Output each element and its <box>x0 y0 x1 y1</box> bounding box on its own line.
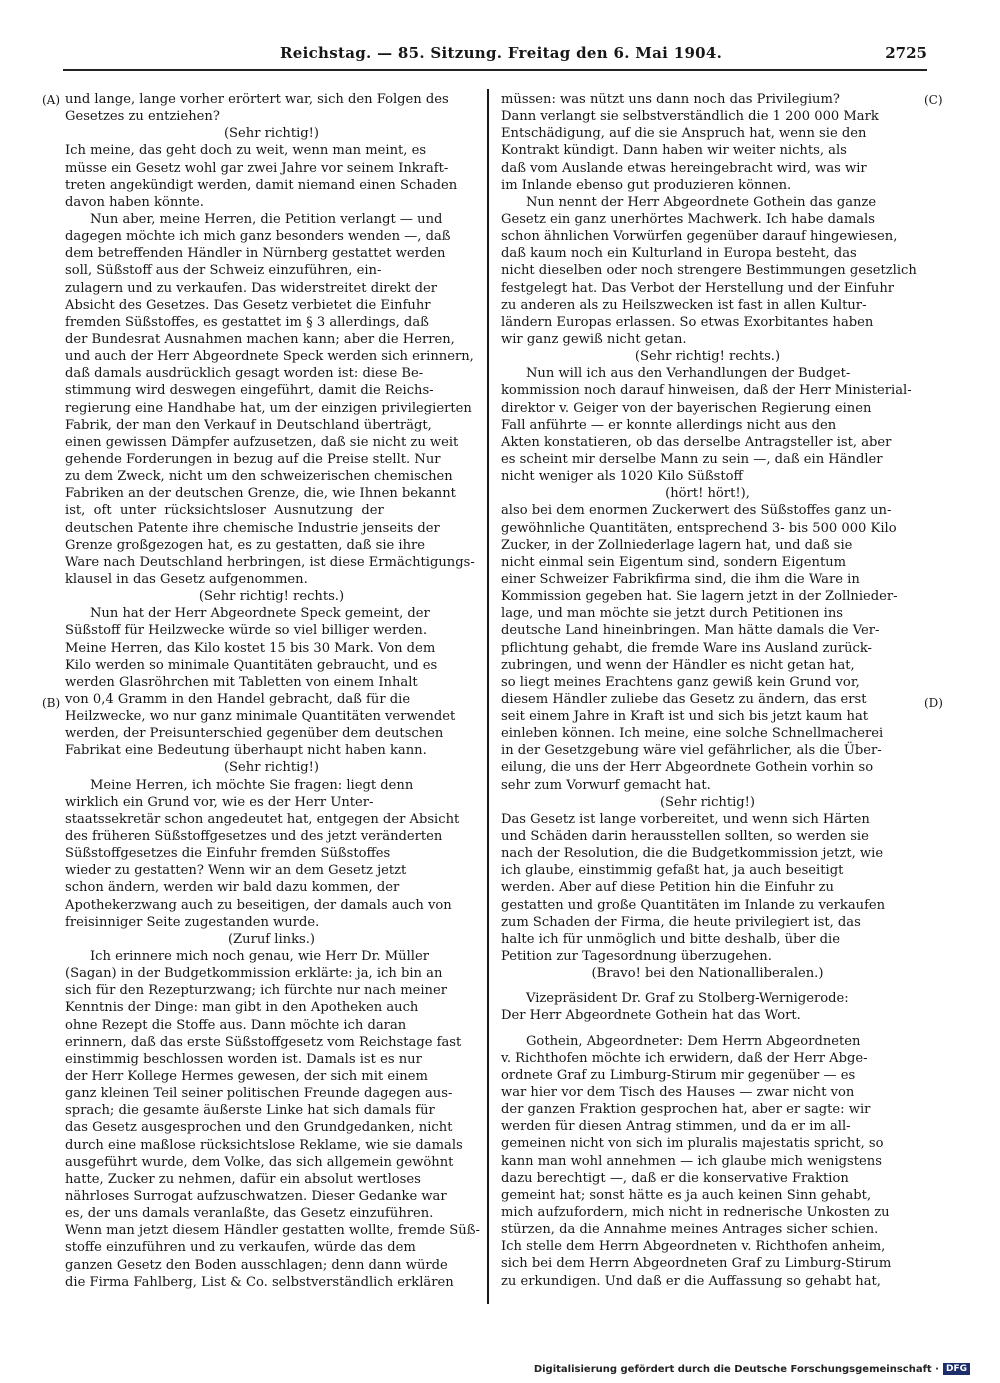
text-line: einen gewissen Dämpfer aufzusetzen, daß sie nicht zu weit <box>65 434 459 450</box>
page-header <box>0 44 1000 64</box>
text-line: Fabrik, der man den Verkauf in Deutschland überträgt, <box>65 417 432 433</box>
text-line: Dann verlangt sie selbstverständlich die 1 200 000 Mark <box>501 109 879 125</box>
text-line: ohne Rezept die Stoffe aus. Dann möchte ich daran <box>65 1017 407 1033</box>
text-line: deutschen Patente ihre chemische Industrie jenseits der <box>65 520 440 536</box>
right-text-column <box>501 91 917 1290</box>
text-line: Fabrikat eine Bedeutung überhaupt nicht haben kann. <box>65 743 427 759</box>
text-line: deutsche Land hineinbringen. Man hätte damals die Ver- <box>501 623 880 639</box>
paragraph-gap <box>501 982 914 990</box>
text-line: zu erkundigen. Und daß er die Auffassung so gehabt hat, <box>501 1273 881 1289</box>
text-line: der Herr Kollege Hermes gewesen, der sich mit einem <box>65 1069 428 1085</box>
left-text-column <box>65 91 478 1291</box>
text-line: einer Schweizer Fabrikfirma sind, die ihm die Ware in <box>501 571 860 587</box>
text-line: daß vom Auslande etwas hereingebracht wird, was wir <box>501 160 867 176</box>
text-line: gemeinen nicht von sich im pluralis majestatis spricht, so <box>501 1136 884 1152</box>
text-line: kann man wohl annehmen — ich glaube mich wenigstens <box>501 1153 882 1169</box>
text-line: gehende Forderungen in bezug auf die Preise stellt. Nur <box>65 451 441 467</box>
text-line: davon haben könnte. <box>65 194 204 210</box>
text-line: einleben können. Ich meine, eine solche Schnellmacherei <box>501 726 884 742</box>
text-line: wir ganz gewiß nicht getan. <box>501 331 687 347</box>
text-line: regierung eine Handhabe hat, um der einzigen privilegierten <box>65 400 472 416</box>
text-line: Kommission gegeben hat. Sie lagern jetzt in der Zollnieder- <box>501 589 898 605</box>
footer-text: Digitalisierung gefördert durch die Deutsche Forschungsgemeinschaft · <box>533 1364 939 1375</box>
dfg-logo: DFG <box>943 1363 970 1375</box>
text-line: und Schäden darin herausstellen sollten, so werden sie <box>501 829 869 845</box>
text-line: der Bundesrat Ausnahmen machen kann; aber die Herren, <box>65 331 455 347</box>
paragraph-gap <box>501 1025 914 1033</box>
text-line: von 0,4 Gramm in den Handel gebracht, daß für die <box>65 691 411 707</box>
text-line: seit einem Jahre in Kraft ist und sich bis jetzt kaum hat <box>501 709 869 725</box>
text-line: Fall anführte — er konnte allerdings nicht aus den <box>501 417 837 433</box>
text-line: v. Richthofen möchte ich erwidern, daß der Herr Abge- <box>501 1050 868 1066</box>
text-line: werden für diesen Antrag stimmen, und da er im all- <box>501 1119 851 1135</box>
text-line: werden. Aber auf diese Petition hin die Einfuhr zu <box>501 880 834 896</box>
text-line: (Sehr richtig! rechts.) <box>634 349 781 365</box>
text-line: Meine Herren, das Kilo kostet 15 bis 30 Mark. Von dem <box>65 640 436 656</box>
text-line: werden, der Preisunterschied gegenüber dem deutschen <box>65 726 444 742</box>
text-line: wieder zu gestatten? Wenn wir an dem Gesetz jetzt <box>65 863 407 879</box>
text-line: dagegen möchte ich mich ganz besonders wenden —, daß <box>65 229 451 245</box>
margin-mark-c: (C) <box>924 93 943 107</box>
text-line: der ganzen Fraktion gesprochen hat, aber er sagte: wir <box>501 1102 871 1118</box>
text-line: (hört! hört!), <box>665 486 750 502</box>
text-line: erinnern, daß das erste Süßstoffgesetz vom Reichstage fast <box>65 1034 462 1050</box>
text-line: zum Schaden der Firma, die heute privilegiert ist, das <box>501 914 861 930</box>
text-line: lage, und man möchte sie jetzt durch Petitionen ins <box>501 606 843 622</box>
text-line: Kenntnis der Dinge: man gibt in den Apotheken auch <box>65 1000 419 1016</box>
text-line: gewöhnliche Quantitäten, entsprechend 3- bis 500 000 Kilo <box>501 520 897 536</box>
text-line: Entschädigung, auf die sie Anspruch hat, wenn sie den <box>501 126 867 142</box>
text-line: Nun nennt der Herr Abgeordnete Gothein das ganze <box>501 194 877 210</box>
text-line: Heilzwecke, wo nur ganz minimale Quantitäten verwendet <box>65 709 456 725</box>
text-line: nicht weniger als 1020 Kilo Süßstoff <box>501 469 743 485</box>
text-line: zubringen, und wenn der Händler es nicht getan hat, <box>501 657 855 673</box>
text-line: müsse ein Gesetz wohl gar zwei Jahre vor seinem Inkraft- <box>65 160 449 176</box>
text-line: Das Gesetz ist lange vorbereitet, und wenn sich Härten <box>501 811 870 827</box>
margin-mark-a: (A) <box>42 93 61 107</box>
text-line: Zucker, in der Zollniederlage lagern hat, und daß sie <box>501 537 853 553</box>
text-line: daß damals ausdrücklich gesagt worden ist: diese Be- <box>65 366 424 382</box>
text-line: diesem Händler zuliebe das Gesetz zu ändern, das erst <box>501 691 867 707</box>
text-line: zulagern und zu verkaufen. Das widerstreitet direkt der <box>65 280 438 296</box>
text-line: (Sagan) in der Budgetkommission erklärte: ja, ich bin an <box>65 966 443 982</box>
text-line: Der Herr Abgeordnete Gothein hat das Wort. <box>501 1008 801 1024</box>
text-line: Nun hat der Herr Abgeordnete Speck gemeint, der <box>65 606 430 622</box>
text-line: staatssekretär schon angedeutet hat, entgegen der Absicht <box>65 811 460 827</box>
text-line: ländern Europas erlassen. So etwas Exorbitantes haben <box>501 314 874 330</box>
text-line: ist, oft unter rücksichtsloser Ausnutzung der <box>65 503 384 519</box>
text-line: wirklich ein Grund vor, wie es der Herr Unter- <box>65 794 374 810</box>
text-line: des früheren Süßstoffgesetzes und des jetzt veränderten <box>65 829 443 845</box>
text-line: Apothekerzwang auch zu beseitigen, der damals auch von <box>65 897 452 913</box>
text-line: direktor v. Geiger von der bayerischen Regierung einen <box>501 400 872 416</box>
text-line: Süßstoff für Heilzwecke würde so viel billiger werden. <box>65 623 428 639</box>
text-line: fremden Süßstoffes, es gestattet im § 3 allerdings, daß <box>65 314 429 330</box>
footer-credit <box>534 1363 970 1375</box>
column-divider <box>487 89 489 1304</box>
text-line: Nun will ich aus den Verhandlungen der Budget- <box>501 366 851 382</box>
text-line: stürzen, da die Annahme meines Antrages sicher schien. <box>501 1222 879 1238</box>
text-line: soll, Süßstoff aus der Schweiz einzuführen, ein- <box>65 263 382 279</box>
text-line: stimmung wird deswegen eingeführt, damit die Reichs- <box>65 383 434 399</box>
text-line: nach der Resolution, die die Budgetkommission jetzt, wie <box>501 846 884 862</box>
margin-mark-d: (D) <box>924 696 943 710</box>
text-line: müssen: was nützt uns dann noch das Privilegium? <box>501 92 840 107</box>
text-line: nicht dieselben oder noch strengere Bestimmungen gesetzlich <box>501 263 917 279</box>
text-line: Ware nach Deutschland herbringen, ist diese Ermächtigungs- <box>65 554 475 570</box>
text-line: (Sehr richtig!) <box>659 794 756 810</box>
text-line: (Sehr richtig! rechts.) <box>198 589 345 605</box>
text-line: Petition zur Tagesordnung überzugehen. <box>501 949 772 965</box>
text-line: stoffe einzuführen und zu verkaufen, würde das dem <box>65 1240 416 1256</box>
text-line: (Sehr richtig!) <box>223 760 320 776</box>
text-line: ich glaube, einstimmig gefaßt hat, ja auch beseitigt <box>501 863 844 879</box>
text-line: eilung, die uns der Herr Abgeordnete Gothein vorhin so <box>501 760 874 776</box>
text-line: Süßstoffgesetzes die Einfuhr fremden Süßstoffes <box>65 846 391 862</box>
text-line: Gothein, Abgeordneter: Dem Herrn Abgeordneten <box>501 1033 861 1049</box>
text-line: gemeint hat; sonst hätte es ja auch keinen Sinn gehabt, <box>501 1187 872 1203</box>
running-title: Reichstag. — 85. Sitzung. Freitag den 6. Mai 1904. <box>280 44 723 62</box>
text-line: zu dem Zweck, nicht um den schweizerischen chemischen <box>65 469 453 485</box>
text-line: mich aufzufordern, mich nicht in rednerische Unkosten zu <box>501 1205 890 1220</box>
text-line: werden Glasröhrchen mit Tabletten von einem Inhalt <box>65 674 418 690</box>
text-line: (Sehr richtig!) <box>223 126 320 142</box>
text-line: das Gesetz ausgesprochen und den Grundgedanken, nicht <box>65 1120 453 1136</box>
text-line: Ich meine, das geht doch zu weit, wenn man meint, es <box>65 143 427 159</box>
text-line: freisinniger Seite zugestanden wurde. <box>65 914 320 930</box>
text-line: es, der uns damals veranlaßte, das Gesetz einzuführen. <box>65 1206 434 1222</box>
text-line: schon ähnlichen Vorwürfen gegenüber darauf hingewiesen, <box>501 229 898 245</box>
text-line: daß kaum noch ein Kulturland in Europa besteht, das <box>501 246 857 262</box>
text-line: sprach; die gesamte äußerste Linke hat sich damals für <box>65 1103 435 1119</box>
text-line: festgelegt hat. Das Verbot der Herstellung und der Einfuhr <box>501 280 895 296</box>
text-line: dem betreffenden Händler in Nürnberg gestattet werden <box>65 246 446 262</box>
text-line: nicht einmal sein Eigentum sind, sondern Eigentum <box>501 554 847 570</box>
text-line: Ich stelle dem Herrn Abgeordneten v. Richthofen anheim, <box>501 1239 886 1255</box>
page-number: 2725 <box>885 44 927 62</box>
text-line: halte ich für unmöglich und bitte deshalb, über die <box>501 931 840 947</box>
text-line: kommission noch darauf hinweisen, daß der Herr Ministerial- <box>501 383 912 399</box>
text-line: und auch der Herr Abgeordnete Speck werden sich erinnern, <box>65 349 474 365</box>
text-line: gestatten und große Quantitäten im Inlande zu verkaufen <box>501 897 886 913</box>
text-line: ganzen Gesetz den Boden ausschlagen; denn dann würde <box>65 1257 448 1273</box>
text-line: ausgeführt wurde, dem Volke, das sich allgemein gewöhnt <box>65 1154 454 1170</box>
text-line: also bei dem enormen Zuckerwert des Süßstoffes ganz un- <box>501 503 892 519</box>
text-line: Gesetz ein ganz unerhörtes Machwerk. Ich habe damals <box>501 211 875 227</box>
text-line: Kilo werden so minimale Quantitäten gebraucht, und es <box>65 657 438 673</box>
text-line: es scheint mir derselbe Mann zu sein —, daß ein Händler <box>501 451 883 467</box>
text-line: im Inlande ebenso gut produzieren können. <box>501 177 792 193</box>
text-line: sich bei dem Herrn Abgeordneten Graf zu Limburg-Stirum <box>501 1256 892 1272</box>
header-rule <box>63 69 927 71</box>
text-line: Fabriken an der deutschen Grenze, die, wie Ihnen bekannt <box>65 486 456 502</box>
text-line: in der Gesetzgebung wäre viel gefährlicher, als die Über- <box>501 743 882 759</box>
text-line: ordnete Graf zu Limburg-Stirum mir gegenüber — es <box>501 1067 856 1083</box>
text-line: durch eine maßlose rücksichtslose Reklame, wie sie damals <box>65 1137 463 1153</box>
text-line: sich für den Rezepturzwang; ich fürchte nur nach meiner <box>65 983 447 999</box>
margin-mark-b: (B) <box>42 696 61 710</box>
text-line: einstimmig beschlossen worden ist. Damals ist es nur <box>65 1051 422 1067</box>
text-line: (Bravo! bei den Nationalliberalen.) <box>591 966 824 982</box>
text-line: pflichtung gehabt, die fremde Ware ins Ausland zurück- <box>501 640 872 656</box>
text-line: Nun aber, meine Herren, die Petition verlangt — und <box>65 211 443 227</box>
text-line: die Firma Fahlberg, List & Co. selbstverständlich erklären <box>65 1274 454 1290</box>
text-line: hatte, Zucker zu nehmen, dafür ein absolut wertloses <box>65 1171 421 1187</box>
text-line: nährloses Surrogat aufzuschwatzen. Dieser Gedanke war <box>65 1189 447 1204</box>
text-line: Grenze großgezogen hat, es zu gestatten, daß sie ihre <box>65 537 426 553</box>
text-line: ganz kleinen Teil seiner politischen Freunde dagegen aus- <box>65 1086 453 1102</box>
text-line: Ich erinnere mich noch genau, wie Herr Dr. Müller <box>65 949 429 965</box>
text-line: und lange, lange vorher erörtert war, sich den Folgen des <box>65 92 449 107</box>
text-line: zu anderen als zu Heilszwecken ist fast in allen Kultur- <box>501 297 867 313</box>
text-line: Kontrakt kündigt. Dann haben wir weiter nichts, als <box>501 143 847 159</box>
text-line: schon ändern, werden wir bald dazu kommen, der <box>65 880 400 896</box>
text-line: war hier vor dem Tisch des Hauses — zwar nicht von <box>501 1085 855 1101</box>
text-line: Wenn man jetzt diesem Händler gestatten wollte, fremde Süß- <box>65 1223 480 1239</box>
text-line: (Zuruf links.) <box>227 931 316 947</box>
text-line: so liegt meines Erachtens ganz gewiß kein Grund vor, <box>501 674 860 690</box>
text-line: klausel in das Gesetz aufgenommen. <box>65 571 308 587</box>
text-line: treten angekündigt werden, damit niemand einen Schaden <box>65 177 458 193</box>
text-line: dazu berechtigt —, daß er die konservative Fraktion <box>501 1170 849 1186</box>
text-line: sehr zum Vorwurf gemacht hat. <box>501 777 711 793</box>
text-line: Absicht des Gesetzes. Das Gesetz verbietet die Einfuhr <box>65 297 431 313</box>
text-line: Akten konstatieren, ob das derselbe Antragsteller ist, aber <box>501 434 892 450</box>
text-line: Vizepräsident Dr. Graf zu Stolberg-Wernigerode: <box>501 991 849 1007</box>
text-line: Gesetzes zu entziehen? <box>65 109 220 125</box>
text-line: Meine Herren, ich möchte Sie fragen: liegt denn <box>65 777 414 793</box>
